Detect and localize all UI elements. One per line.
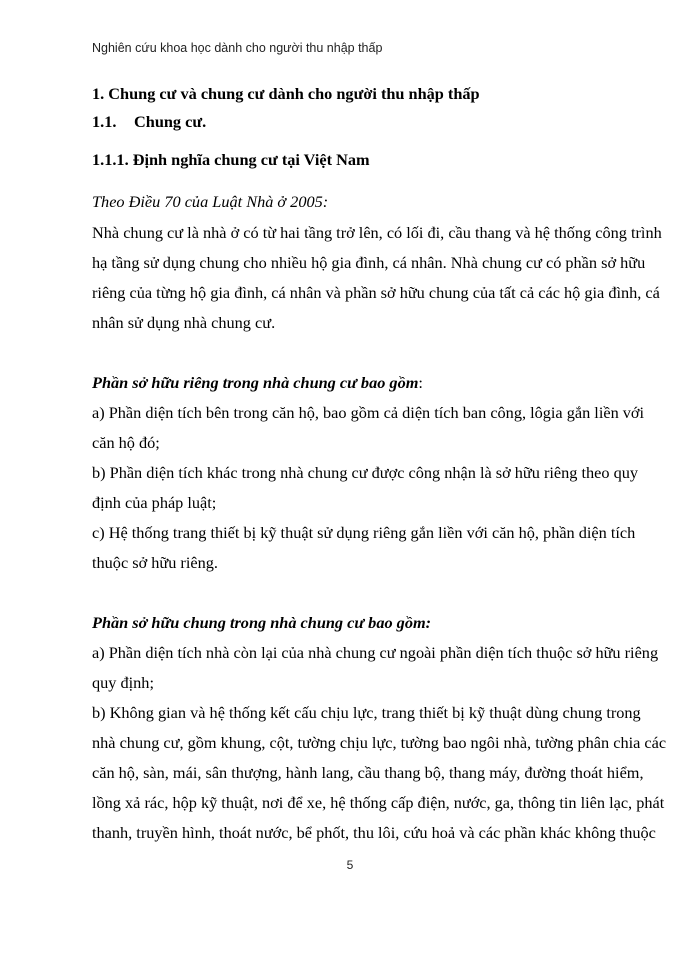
- page-number: 5: [346, 858, 354, 872]
- list-item-line: c) Hệ thống trang thiết bị kỹ thuật sử dụng riêng gắn liền với căn hộ, phần diện tích: [92, 523, 636, 542]
- list-item-line: định của pháp luật;: [92, 493, 217, 512]
- list-item-line: a) Phần diện tích bên trong căn hộ, bao gồm cả diện tích ban công, lôgia gắn liền với: [92, 403, 645, 422]
- subsubsection-heading: 1.1.1. Định nghĩa chung cư tại Việt Nam: [92, 150, 370, 169]
- legal-source-ref: Theo Điều 70 của Luật Nhà ở 2005: [92, 192, 323, 211]
- list-item-line: lồng xả rác, hộp kỹ thuật, nơi để xe, hệ thống cấp điện, nước, ga, thông tin liên lạc, phát: [92, 793, 665, 812]
- paragraph-line: nhân sử dụng nhà chung cư.: [92, 313, 276, 332]
- list-item-line: quy định;: [92, 673, 154, 692]
- legal-source-colon: :: [322, 192, 329, 211]
- list-item-line: b) Phần diện tích khác trong nhà chung cư được công nhận là sở hữu riêng theo quy: [92, 463, 639, 482]
- list-item-line: thanh, truyền hình, thoát nước, bể phốt, thu lôi, cứu hoả và các phần khác không thuộc: [92, 823, 656, 842]
- common-ownership-heading: Phần sở hữu chung trong nhà chung cư bao gồm:: [92, 613, 432, 632]
- paragraph-line: Nhà chung cư là nhà ở có từ hai tầng trở lên, có lối đi, cầu thang và hệ thống công trình: [92, 223, 662, 242]
- list-item-line: căn hộ đó;: [92, 433, 160, 452]
- section-heading: 1. Chung cư và chung cư dành cho người thu nhập thấp: [92, 84, 480, 103]
- subsection-number: 1.1.: [92, 112, 117, 131]
- private-ownership-heading-text: Phần sở hữu riêng trong nhà chung cư bao gồm: [92, 373, 419, 392]
- private-ownership-heading: [92, 370, 662, 400]
- list-item-line: căn hộ, sàn, mái, sân thượng, hành lang, cầu thang bộ, thang máy, đường thoát hiểm,: [92, 763, 644, 782]
- private-ownership-heading-colon: :: [418, 373, 423, 392]
- blank-line: [92, 340, 662, 370]
- list-item-line: thuộc sở hữu riêng.: [92, 553, 218, 572]
- blank-line: [92, 580, 662, 610]
- legal-source: [92, 190, 662, 220]
- paragraph-line: riêng của từng hộ gia đình, cá nhân và phần sở hữu chung của tất cả các hộ gia đình, cá: [92, 283, 660, 302]
- running-header: Nghiên cứu khoa học dành cho người thu nhập thấp: [92, 41, 383, 55]
- page-content: [92, 84, 667, 850]
- list-item-line: nhà chung cư, gồm khung, cột, tường chịu lực, tường bao ngôi nhà, tường phân chia các: [92, 733, 667, 752]
- subsection-title: Chung cư.: [134, 112, 207, 131]
- paragraph-line: hạ tầng sử dụng chung cho nhiều hộ gia đình, cá nhân. Nhà chung cư có phần sở hữu: [92, 253, 646, 272]
- list-item-line: b) Không gian và hệ thống kết cấu chịu lực, trang thiết bị kỹ thuật dùng chung trong: [92, 703, 641, 722]
- subsection-heading: [92, 112, 662, 150]
- list-item-line: a) Phần diện tích nhà còn lại của nhà chung cư ngoài phần diện tích thuộc sở hữu riêng: [92, 643, 659, 662]
